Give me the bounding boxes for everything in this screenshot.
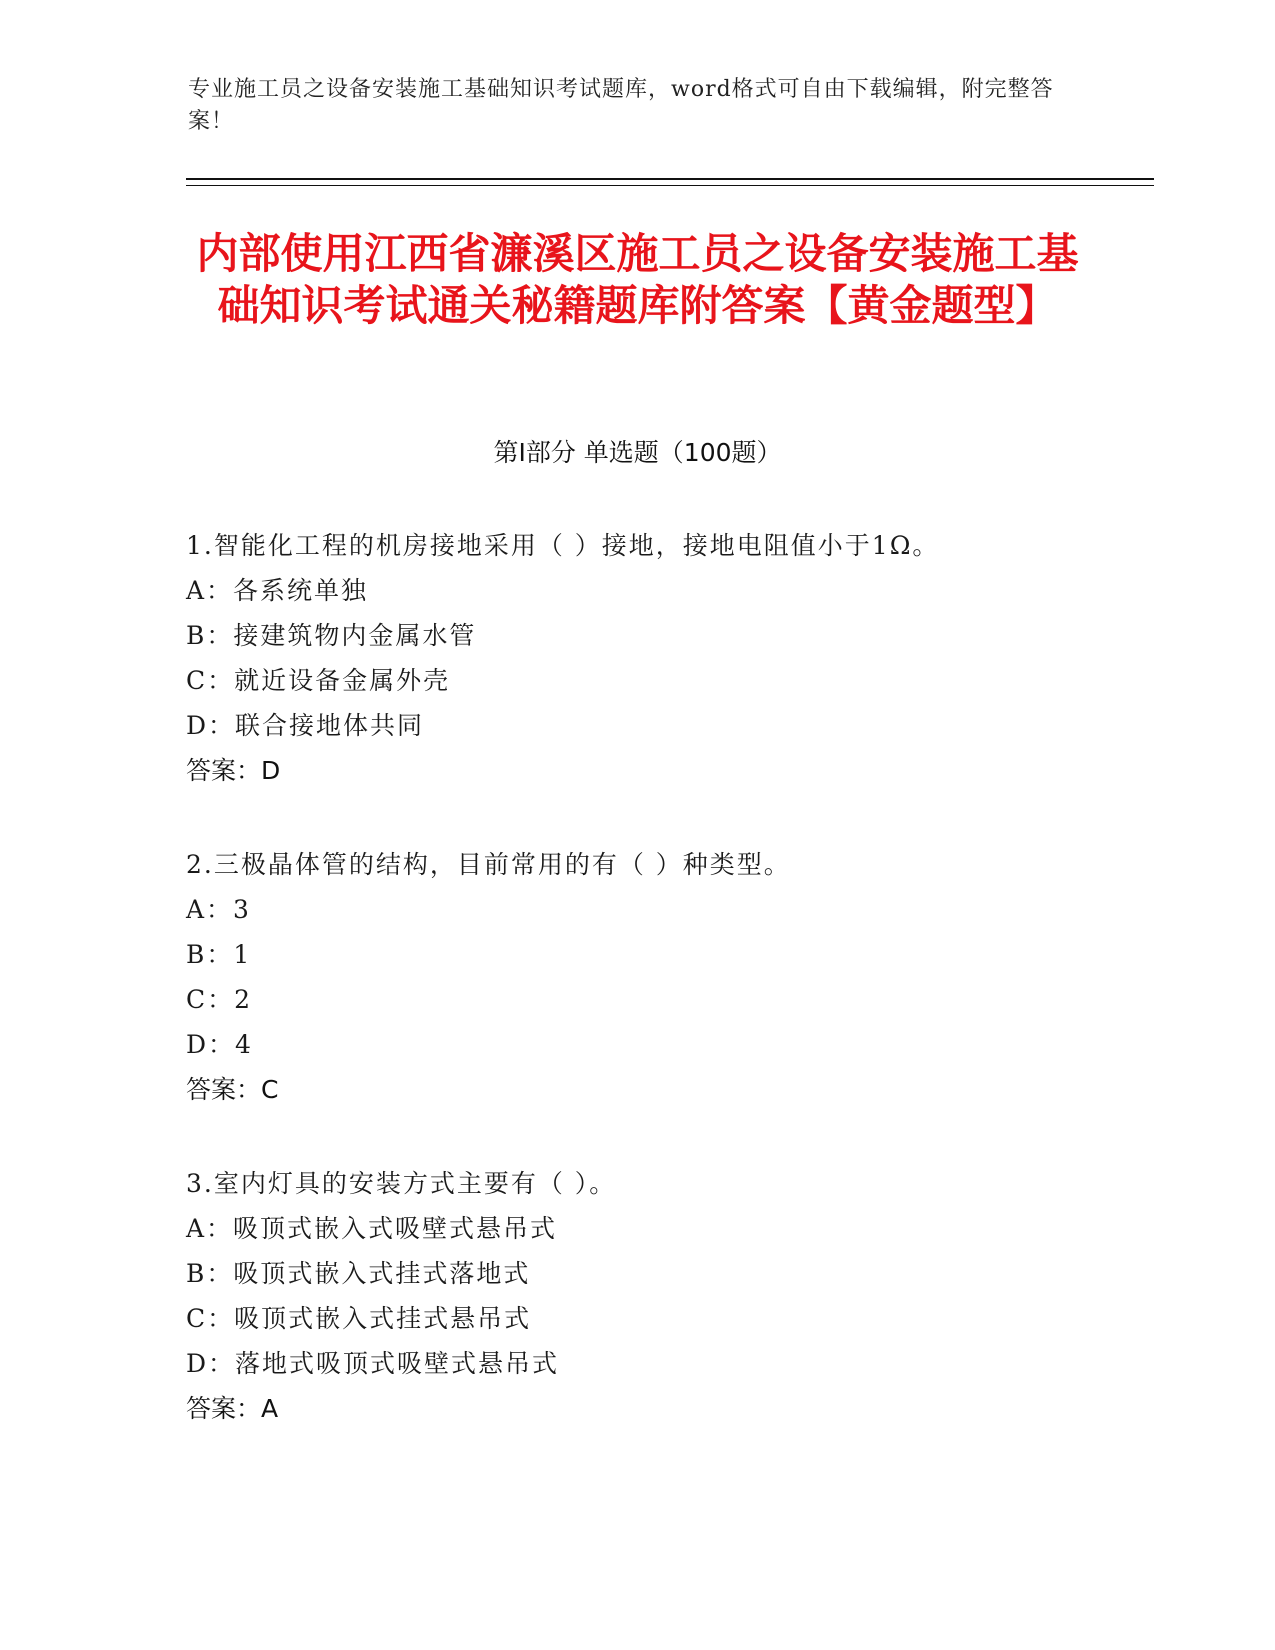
option-a: A：吸顶式嵌入式吸壁式悬吊式 <box>186 1214 558 1243</box>
answer: 答案：A <box>186 1394 279 1423</box>
option-b: B：1 <box>186 940 252 969</box>
option-b: B：吸顶式嵌入式挂式落地式 <box>186 1259 531 1288</box>
option-c: C：吸顶式嵌入式挂式悬吊式 <box>186 1304 532 1333</box>
question-2 <box>186 842 1086 1112</box>
question-stem: 3.室内灯具的安装方式主要有（ ）。 <box>186 1169 617 1198</box>
question-3 <box>186 1161 1086 1431</box>
option-c: C：2 <box>186 985 253 1014</box>
section-heading: 第Ⅰ部分 单选题（100题） <box>493 438 782 467</box>
answer: 答案：C <box>186 1075 279 1104</box>
option-a: A：各系统单独 <box>186 576 369 605</box>
option-d: D：落地式吸顶式吸壁式悬吊式 <box>186 1349 560 1378</box>
option-d: D：联合接地体共同 <box>186 711 425 740</box>
option-b: B：接建筑物内金属水管 <box>186 621 477 650</box>
option-c: C：就近设备金属外壳 <box>186 666 451 695</box>
question-stem: 2.三极晶体管的结构，目前常用的有（ ）种类型。 <box>186 850 791 879</box>
header-divider-thin <box>186 185 1154 186</box>
option-a: A：3 <box>186 895 251 924</box>
document-title: 内部使用江西省濂溪区施工员之设备安装施工基础知识考试通关秘籍题库附答案【黄金题型】 <box>196 229 1079 330</box>
question-1 <box>186 523 1086 793</box>
answer: 答案：D <box>186 756 281 785</box>
question-stem: 1.智能化工程的机房接地采用（ ）接地，接地电阻值小于1Ω。 <box>186 531 940 560</box>
header-divider-thick <box>186 178 1154 180</box>
option-d: D：4 <box>186 1030 253 1059</box>
header-note: 专业施工员之设备安装施工基础知识考试题库，word格式可自由下载编辑，附完整答案！ <box>188 77 1054 134</box>
